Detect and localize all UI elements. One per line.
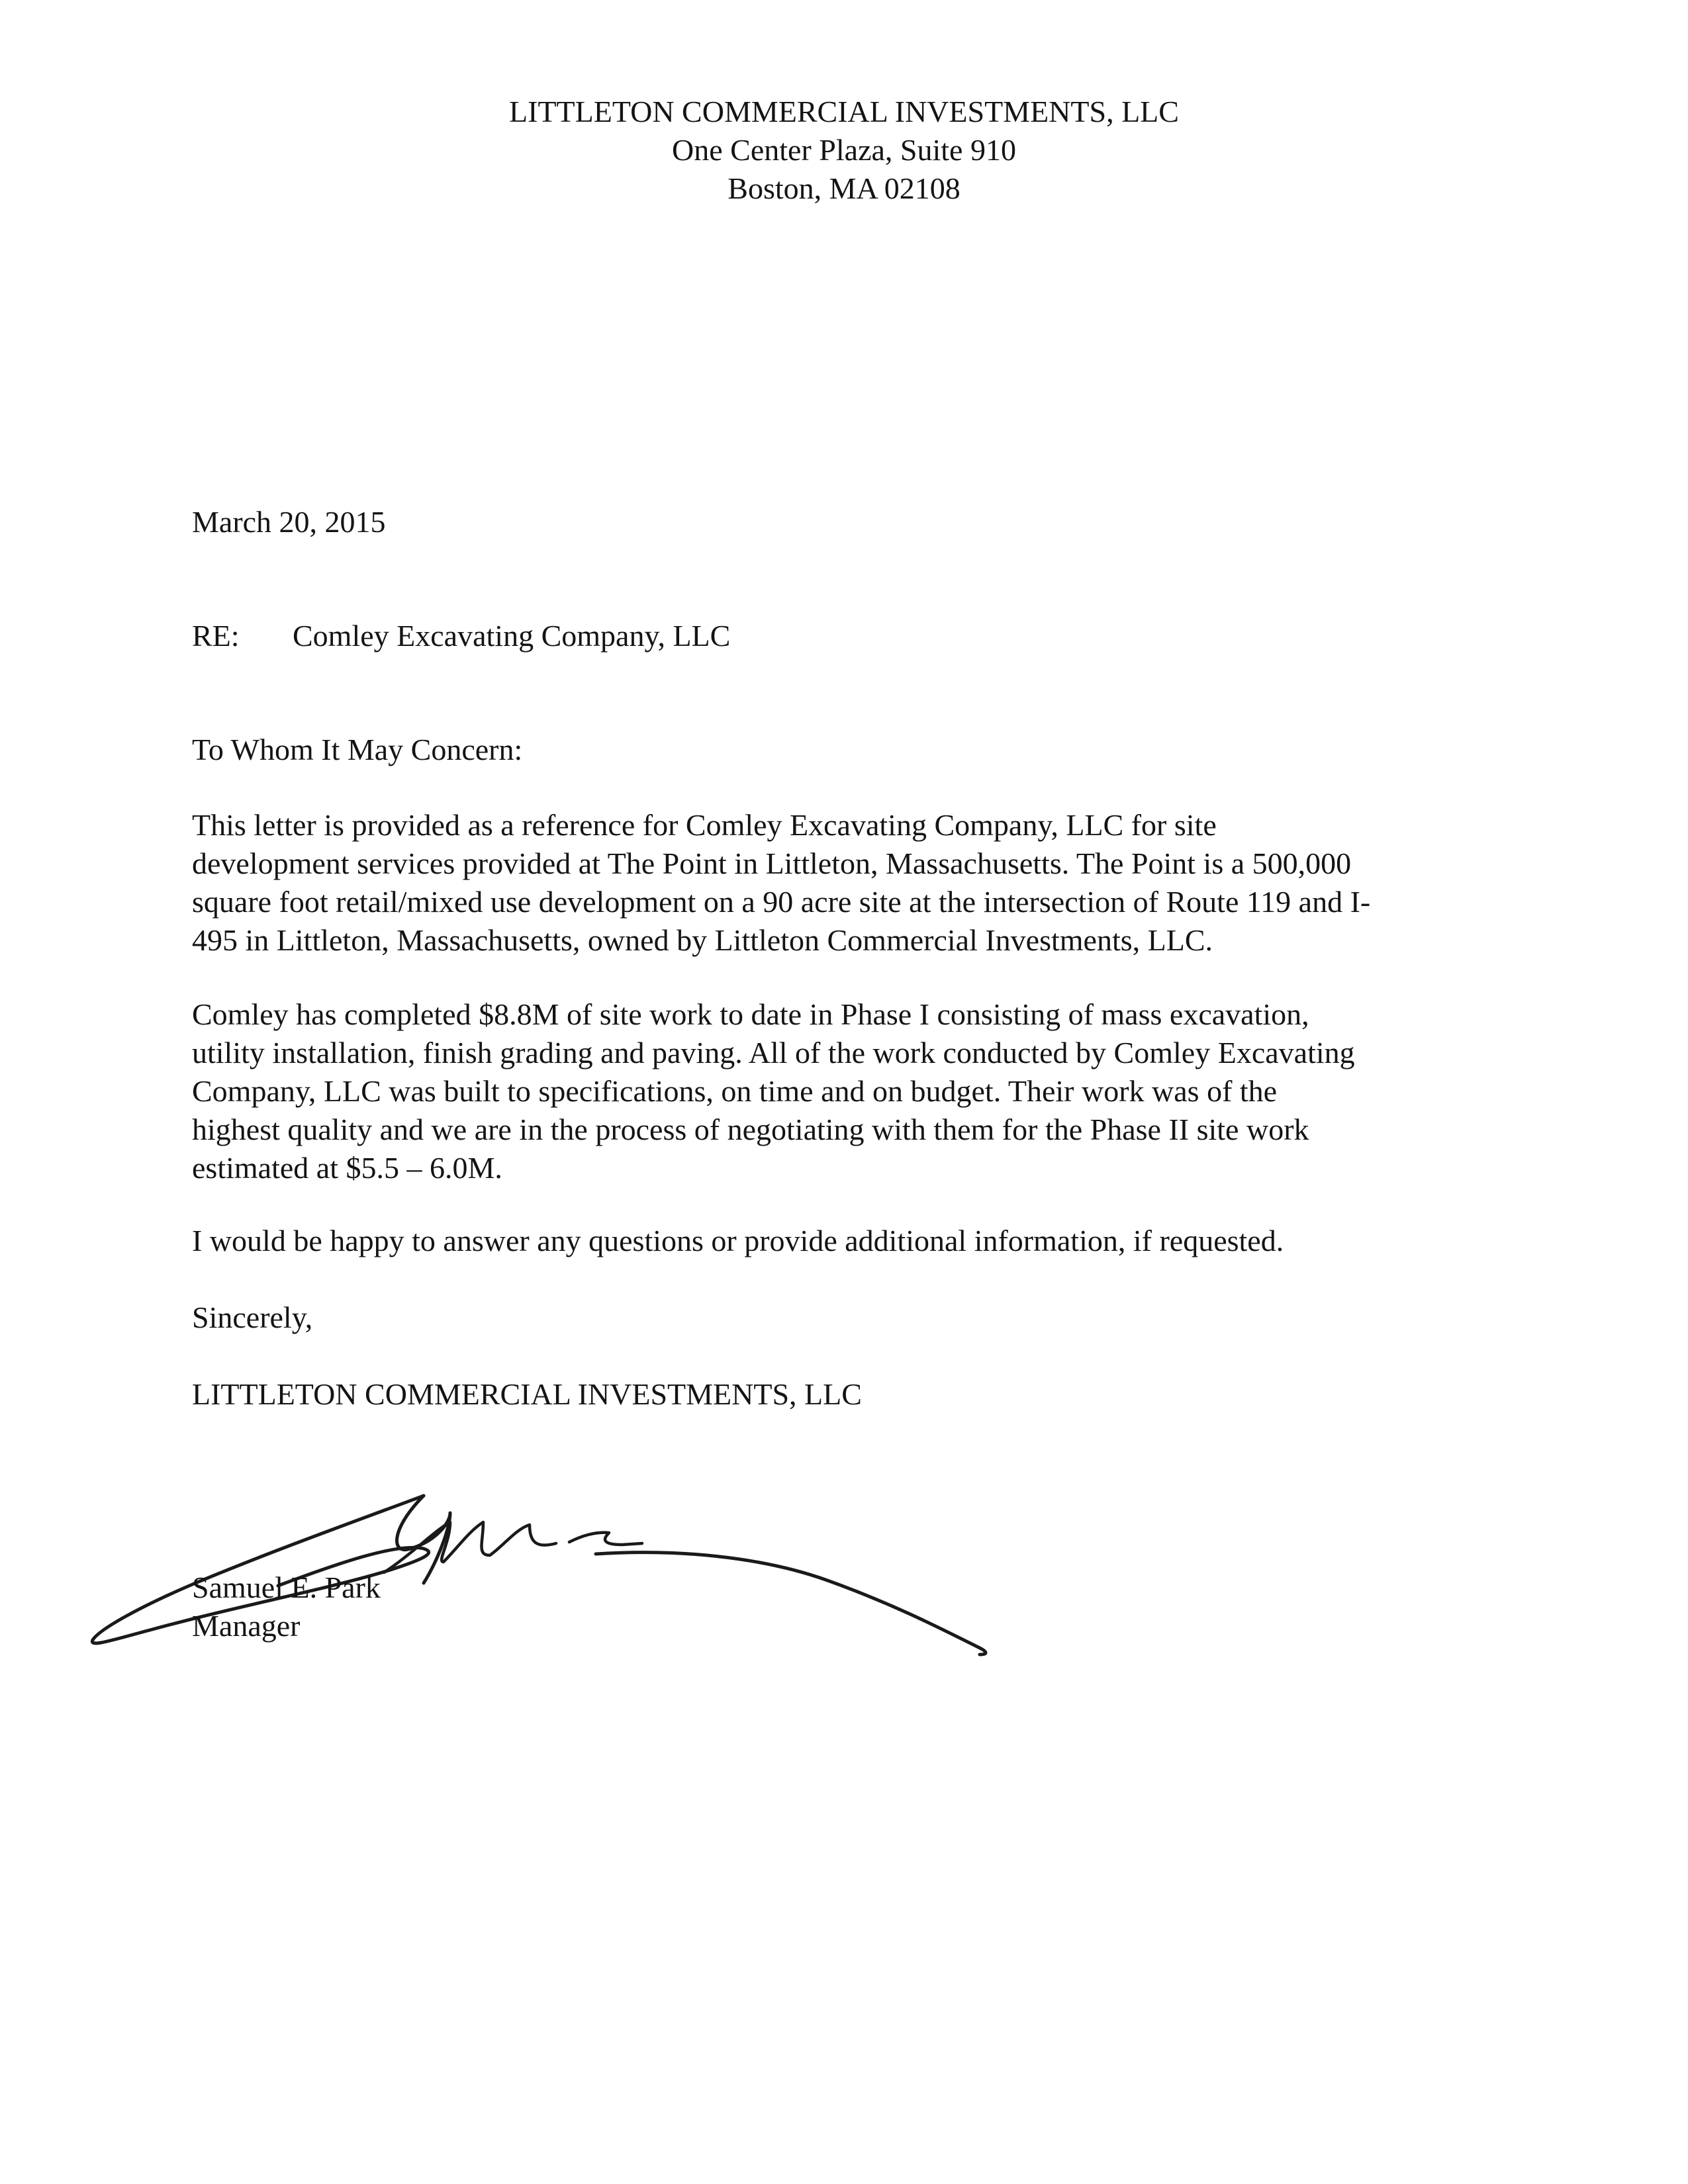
subject-text: Comley Excavating Company, LLC	[293, 619, 731, 653]
letterhead	[0, 93, 1688, 208]
paragraph-line: I would be happy to answer any questions or provide additional information, if requested.	[192, 1224, 1284, 1257]
paragraph-1	[192, 806, 1516, 960]
letterhead-address-line2: Boston, MA 02108	[727, 171, 961, 205]
paragraph-line: Company, LLC was built to specifications, on time and on budget. Their work was of the	[192, 1074, 1278, 1108]
letterhead-company: LITTLETON COMMERCIAL INVESTMENTS, LLC	[509, 95, 1179, 128]
signer-title: Manager	[192, 1609, 301, 1643]
letterhead-address-line1: One Center Plaza, Suite 910	[672, 133, 1016, 167]
letter-date: March 20, 2015	[192, 505, 386, 539]
paragraph-line: development services provided at The Point in Littleton, Massachusetts. The Point is a 500,000	[192, 846, 1352, 880]
closing-company: LITTLETON COMMERCIAL INVESTMENTS, LLC	[192, 1377, 862, 1411]
closing: Sincerely,	[192, 1300, 313, 1334]
salutation: To Whom It May Concern:	[192, 733, 523, 766]
paragraph-line: highest quality and we are in the process of negotiating with them for the Phase II site work	[192, 1113, 1309, 1146]
paragraph-line: Comley has completed $8.8M of site work to date in Phase I consisting of mass excavation,	[192, 997, 1309, 1031]
paragraph-line: 495 in Littleton, Massachusetts, owned by Littleton Commercial Investments, LLC.	[192, 923, 1213, 957]
paragraph-2	[192, 995, 1516, 1187]
subject-line	[192, 617, 730, 655]
paragraph-3	[192, 1222, 1516, 1260]
paragraph-line: square foot retail/mixed use development on a 90 acre site at the intersection of Route 119 and I-	[192, 885, 1371, 919]
paragraph-line: This letter is provided as a reference for Comley Excavating Company, LLC for site	[192, 808, 1217, 842]
subject-label: RE:	[192, 619, 240, 653]
paragraph-line: estimated at $5.5 – 6.0M.	[192, 1151, 502, 1185]
paragraph-line: utility installation, finish grading and paving. All of the work conducted by Comley Excavating	[192, 1036, 1355, 1069]
signer-name: Samuel E. Park	[192, 1570, 381, 1604]
